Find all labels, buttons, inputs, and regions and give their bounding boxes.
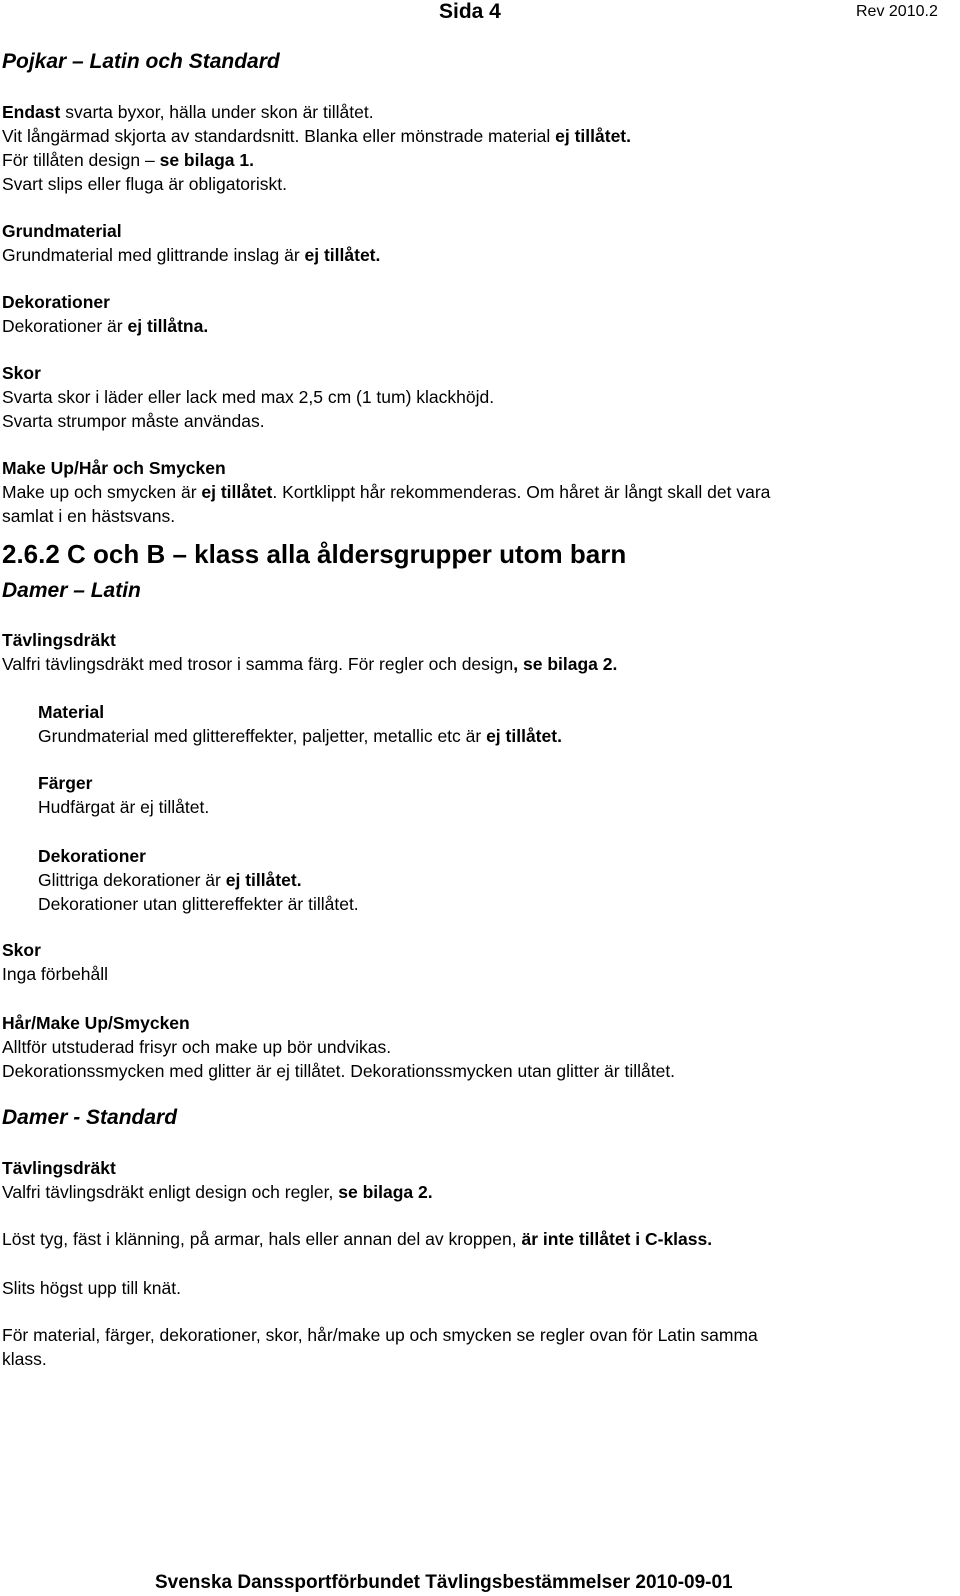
paragraph-line: Grundmaterial med glittereffekter, paljetter, metallic etc är ej tillåtet.: [38, 726, 562, 746]
paragraph-line: Glittriga dekorationer är ej tillåtet.: [38, 870, 302, 890]
subheading-make-up: Make Up/Hår och Smycken: [2, 458, 226, 478]
paragraph-line: Dekorationer är ej tillåtna.: [2, 316, 209, 336]
page-number: Sida 4: [439, 0, 501, 23]
paragraph-line: Svarta skor i läder eller lack med max 2,5 cm (1 tum) klackhöjd.: [2, 387, 495, 407]
revision-label: Rev 2010.2: [856, 3, 938, 20]
paragraph-line: Endast svarta byxor, hälla under skon är tillåtet.: [2, 102, 374, 122]
paragraph-line: Valfri tävlingsdräkt enligt design och regler, se bilaga 2.: [2, 1182, 433, 1202]
paragraph-line: Valfri tävlingsdräkt med trosor i samma färg. För regler och design, se bilaga 2.: [2, 654, 618, 674]
paragraph-line: samlat i en hästsvans.: [2, 506, 176, 526]
paragraph-line: Grundmaterial med glittrande inslag är ej tillåtet.: [2, 245, 381, 265]
subheading-tavlingsdrakt: Tävlingsdräkt: [2, 1158, 116, 1178]
paragraph-line: Inga förbehåll: [2, 964, 109, 984]
subheading-dekorationer: Dekorationer: [2, 292, 110, 312]
paragraph-line: Slits högst upp till knät.: [2, 1278, 181, 1298]
subheading-har-make-up: Hår/Make Up/Smycken: [2, 1013, 190, 1033]
subheading-tavlingsdrakt: Tävlingsdräkt: [2, 630, 116, 650]
paragraph-line: Vit långärmad skjorta av standardsnitt. Blanka eller mönstrade material ej tillåtet.: [2, 126, 631, 146]
subheading-skor: Skor: [2, 363, 41, 383]
paragraph-line: Alltför utstuderad frisyr och make up bör undvikas.: [2, 1037, 392, 1057]
paragraph-line: För material, färger, dekorationer, skor, hår/make up och smycken se regler ovan för Latin samma: [2, 1325, 758, 1345]
subheading-material: Material: [38, 702, 105, 722]
paragraph-line: klass.: [2, 1349, 47, 1369]
paragraph-line: Dekorationer utan glittereffekter är tillåtet.: [38, 894, 359, 914]
subheading-farger: Färger: [38, 773, 93, 793]
section-title-damer-standard: Damer - Standard: [2, 1106, 178, 1129]
paragraph-line: Hudfärgat är ej tillåtet.: [38, 797, 210, 817]
section-title-pojkar: Pojkar – Latin och Standard: [2, 50, 280, 73]
section-heading-2-6-2: 2.6.2 C och B – klass alla åldersgrupper utom barn: [2, 539, 627, 569]
subheading-skor: Skor: [2, 940, 41, 960]
paragraph-line: Löst tyg, fäst i klänning, på armar, hals eller annan del av kroppen, är inte tillåtet i C-klass.: [2, 1229, 713, 1249]
page-footer: Svenska Danssportförbundet Tävlingsbestämmelser 2010-09-01: [155, 1572, 733, 1593]
subheading-grundmaterial: Grundmaterial: [2, 221, 122, 241]
paragraph-line: Dekorationssmycken med glitter är ej tillåtet. Dekorationssmycken utan glitter är tillåtet.: [2, 1061, 676, 1081]
paragraph-line: Make up och smycken är ej tillåtet. Kortklippt hår rekommenderas. Om håret är långt skall det vara: [2, 482, 771, 502]
paragraph-line: För tillåten design – se bilaga 1.: [2, 150, 254, 170]
paragraph-line: Svart slips eller fluga är obligatoriskt.: [2, 174, 287, 194]
subheading-dekorationer: Dekorationer: [38, 846, 146, 866]
paragraph-line: Svarta strumpor måste användas.: [2, 411, 265, 431]
section-title-damer-latin: Damer – Latin: [2, 579, 141, 602]
